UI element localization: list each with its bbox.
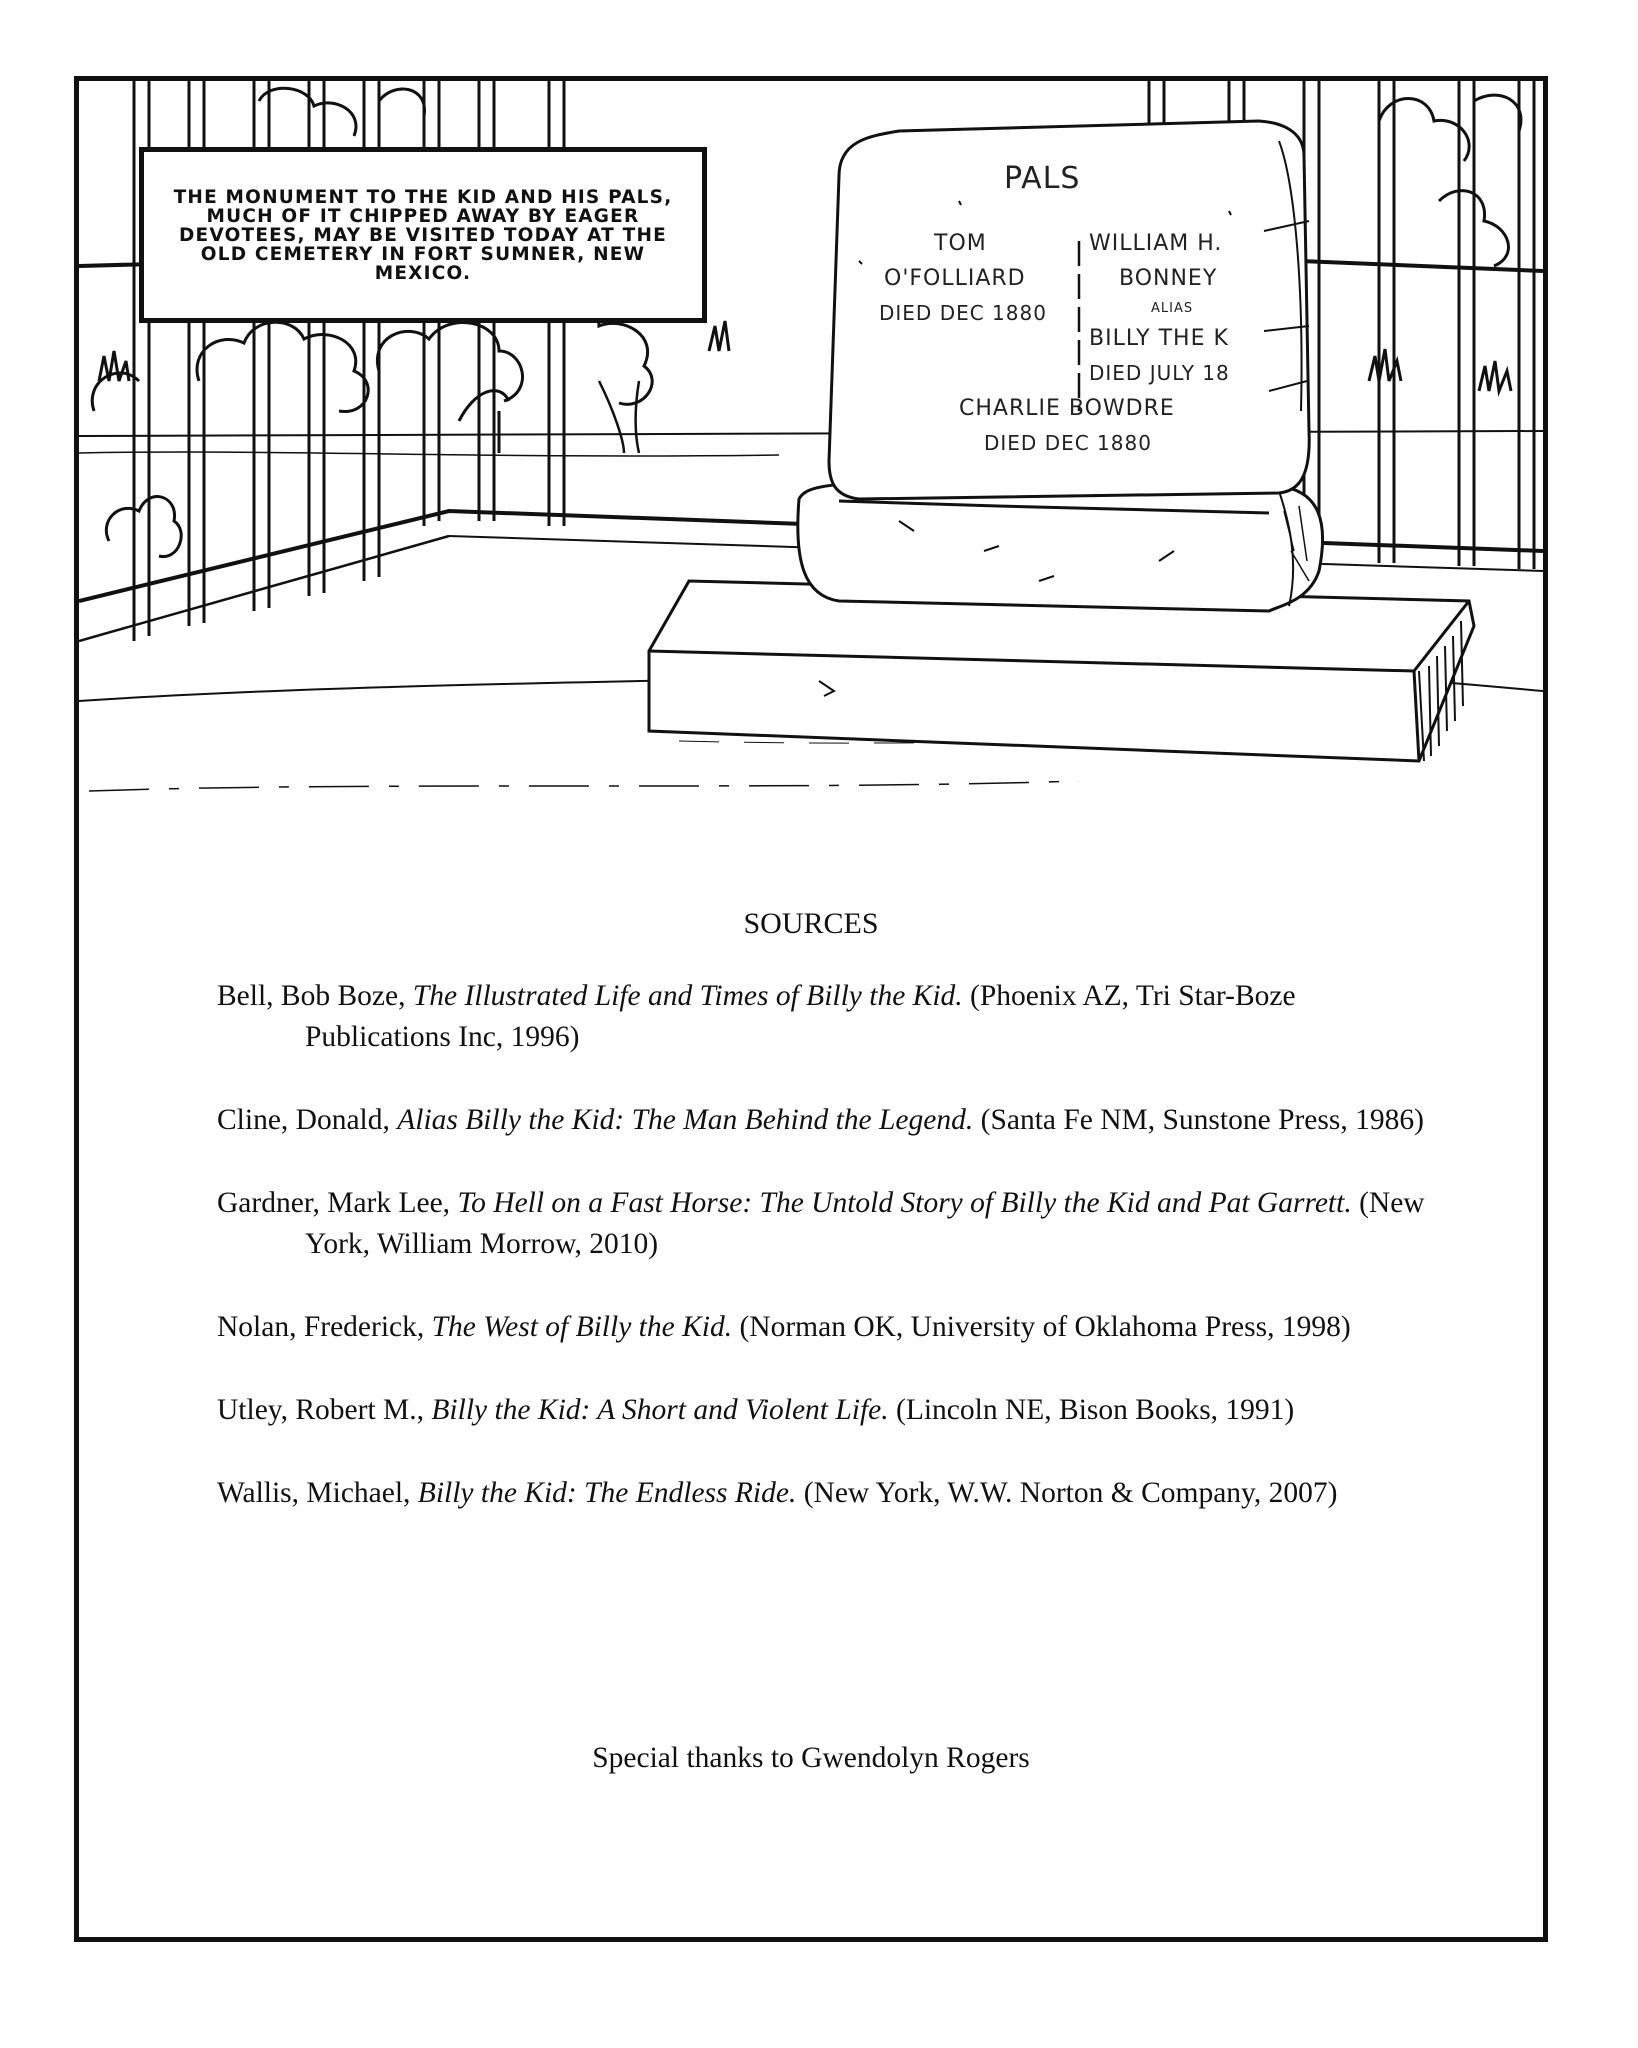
source-publication: (New York, W.W. Norton & Company, 2007) (796, 1477, 1338, 1509)
source-publication: (Norman OK, University of Oklahoma Press, 1998) (732, 1311, 1351, 1343)
headstone-left-name-2: O'FOLLIARD (884, 266, 1026, 291)
headstone-left-died: DIED DEC 1880 (879, 301, 1047, 325)
headstone-title: PALS (1004, 161, 1081, 196)
page-frame (74, 76, 1548, 1942)
caption-text: THE MONUMENT TO THE KID AND HIS PALS, MUCH OF IT CHIPPED AWAY BY EAGER DEVOTEES, MAY BE VISITED TODAY AT THE OLD CEMETERY IN FORT SUMNER, NEW MEXICO. (173, 186, 673, 284)
source-publication: (Lincoln NE, Bison Books, 1991) (888, 1394, 1295, 1426)
headstone-right-name-1: WILLIAM H. (1089, 231, 1223, 256)
source-author: Gardner, Mark Lee, (217, 1187, 458, 1219)
special-thanks: Special thanks to Gwendolyn Rogers (592, 1742, 1030, 1774)
source-list (217, 976, 1447, 1556)
source-title: The West of Billy the Kid. (431, 1311, 733, 1343)
source-entry-gardner (217, 1183, 1447, 1265)
sources-heading: SOURCES (743, 907, 879, 940)
source-author: Nolan, Frederick, (217, 1311, 432, 1343)
source-entry-bell (217, 976, 1447, 1058)
source-author: Wallis, Michael, (217, 1477, 418, 1509)
headstone-right-name-2: BONNEY (1119, 266, 1218, 291)
headstone-left-name-1: TOM (934, 231, 987, 256)
source-publication: (Santa Fe NM, Sunstone Press, 1986) (973, 1104, 1424, 1136)
source-author: Cline, Donald, (217, 1104, 398, 1136)
source-author: Utley, Robert M., (217, 1394, 432, 1426)
source-title: Billy the Kid: The Endless Ride. (417, 1477, 797, 1509)
caption-box (139, 147, 707, 323)
source-title: To Hell on a Fast Horse: The Untold Story of Billy the Kid and Pat Garrett. (457, 1187, 1352, 1219)
headstone-right-died: DIED JULY 18 (1089, 361, 1230, 385)
source-author: Bell, Bob Boze, (217, 980, 413, 1012)
source-entry-wallis (217, 1473, 1447, 1514)
source-title: Billy the Kid: A Short and Violent Life. (431, 1394, 889, 1426)
source-title: Alias Billy the Kid: The Man Behind the Legend. (397, 1104, 974, 1136)
source-publication: (New York, William Morrow, 2010) (305, 1187, 1425, 1260)
headstone-bottom-died: DIED DEC 1880 (984, 431, 1152, 455)
monument-illustration (79, 81, 1543, 861)
source-entry-nolan (217, 1307, 1447, 1348)
source-title: The Illustrated Life and Times of Billy the Kid. (412, 980, 963, 1012)
headstone-bottom-name: CHARLIE BOWDRE (959, 396, 1175, 421)
source-entry-cline (217, 1100, 1447, 1141)
headstone-alias: ALIAS (1151, 301, 1194, 316)
source-publication: (Phoenix AZ, Tri Star-Boze Publications Inc, 1996) (305, 980, 1296, 1053)
source-entry-utley (217, 1390, 1447, 1431)
headstone-nickname: BILLY THE K (1089, 326, 1229, 351)
